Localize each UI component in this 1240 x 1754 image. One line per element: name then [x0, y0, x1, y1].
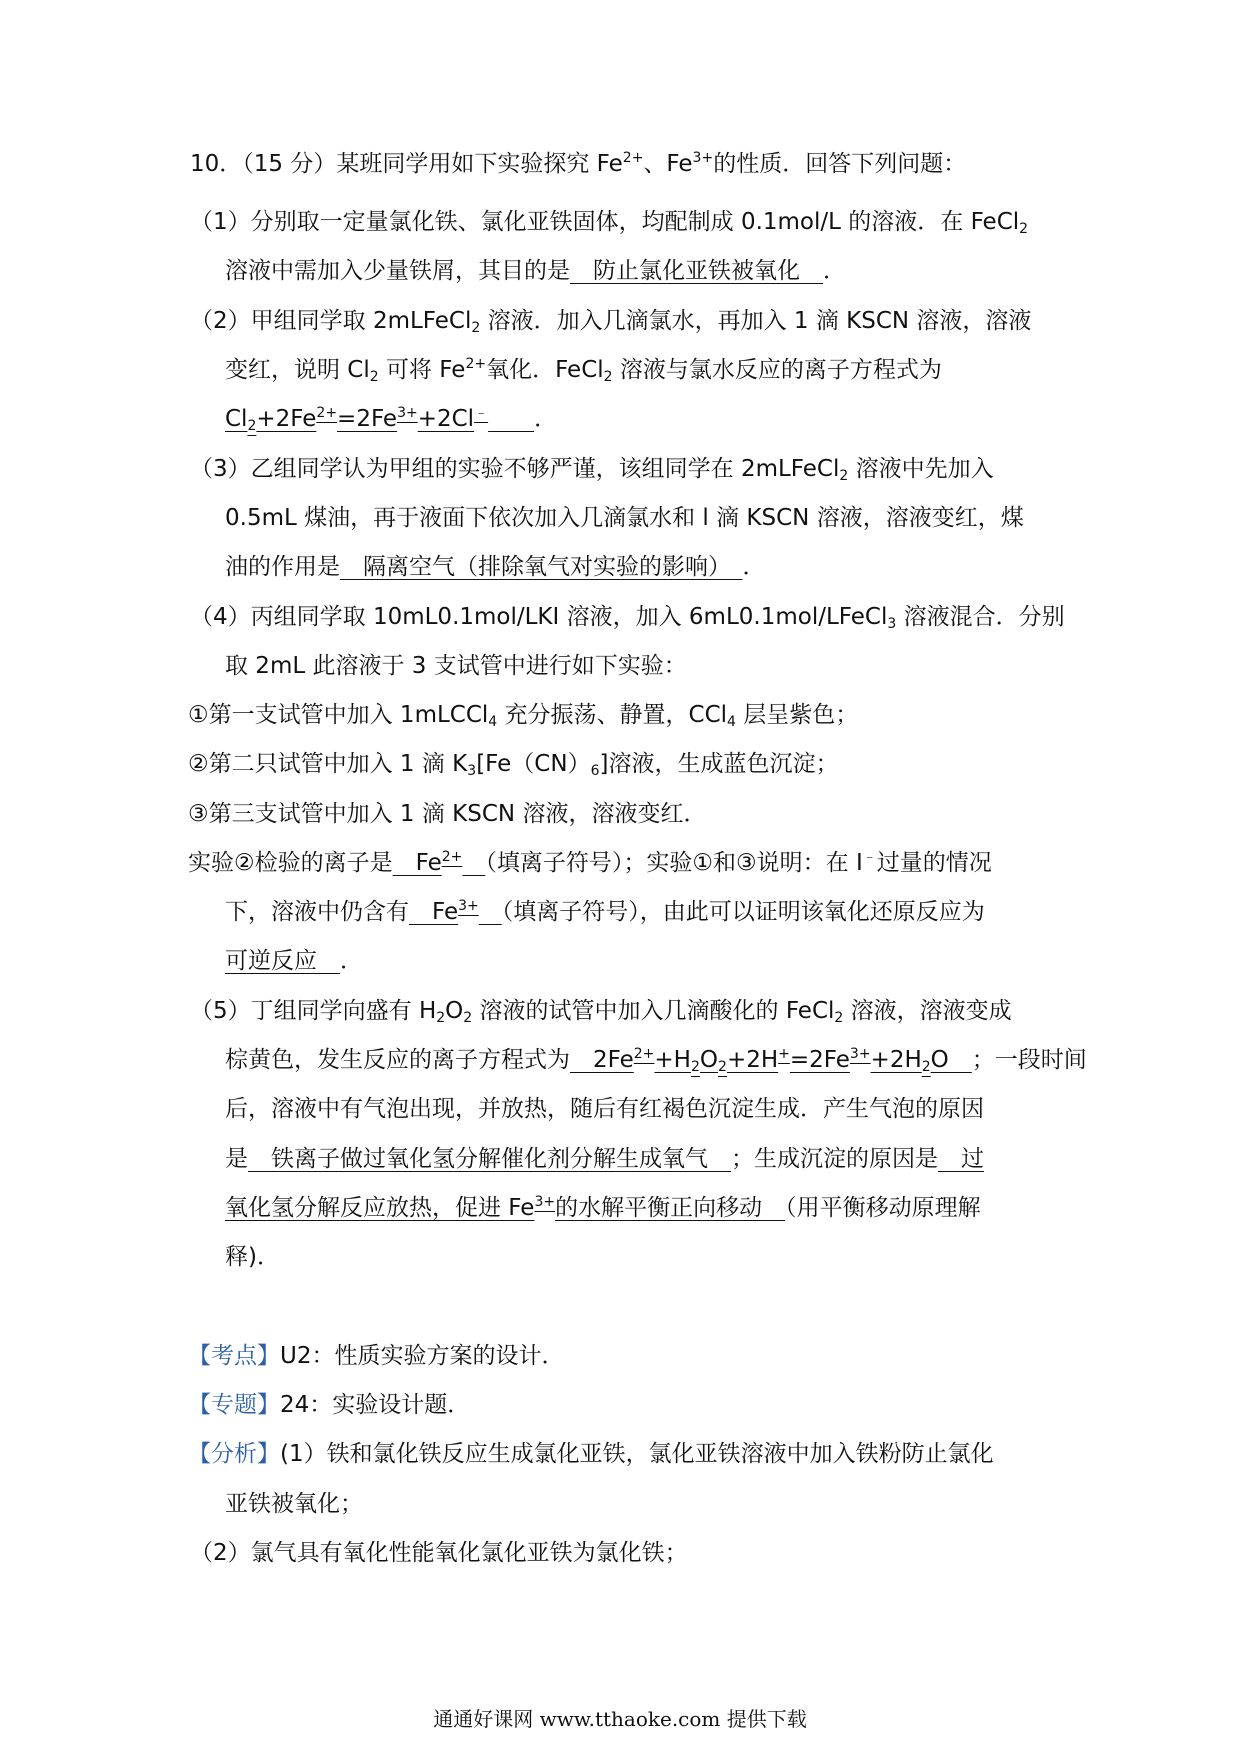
- text: 溶液中先加入: [848, 456, 994, 482]
- text: 10．（15 分）某班同学用如下实验探究 Fe: [190, 151, 623, 177]
- text: 棕黄色，发生反应的离子方程式为: [225, 1047, 570, 1073]
- superscript: 2+: [633, 1046, 655, 1062]
- text: （3）乙组同学认为甲组的实验不够严谨，该组同学在 2mLFeCl: [190, 456, 840, 482]
- text: （填离子符号），由此可以证明该氧化还原反应为: [501, 899, 985, 925]
- answer-blank: [317, 948, 340, 974]
- subscript: 2: [436, 1010, 446, 1026]
- fenxi-tag: 【分析】: [188, 1441, 280, 1467]
- answer-blank: 铁离子做过氧化氢分解催化剂分解生成氧气: [248, 1146, 731, 1172]
- fenxi-line-2: [225, 1487, 363, 1521]
- text: 溶液．加入几滴氯水，再加入 1 滴 KSCN 溶液，溶液: [480, 308, 1032, 334]
- answer-blank: O: [930, 1047, 972, 1073]
- text: [Fe（CN）: [476, 751, 591, 777]
- superscript: 3+: [534, 1194, 556, 1210]
- answer-blank: Cl: [225, 406, 248, 432]
- part-5-line-1: [190, 994, 1012, 1028]
- answer-blank: 氧化氢分解反应放热，促进 Fe: [225, 1195, 535, 1221]
- answer-blank: 2Fe: [570, 1047, 634, 1073]
- question-header: [190, 147, 966, 181]
- subscript: 2: [718, 1059, 727, 1075]
- superscript: ﹣: [862, 849, 877, 865]
- zhuanti-text: 24：实验设计题．: [280, 1392, 471, 1418]
- subscript: 2: [1019, 221, 1029, 237]
- subscript: 4: [727, 714, 736, 730]
- superscript: 2+: [465, 356, 487, 372]
- answer-blank: 防止氯化亚铁被氧化: [570, 258, 823, 284]
- part-5-line-2: [225, 1043, 1087, 1077]
- answer-blank: =2Fe: [337, 406, 398, 432]
- subscript: 4: [488, 714, 498, 730]
- text: ；一段时间: [971, 1047, 1087, 1073]
- superscript: 2+: [622, 150, 644, 166]
- fenxi-text: （2）氯气具有氧化性能氧化氯化亚铁为氯化铁；: [190, 1540, 688, 1566]
- text: 溶液与氯水反应的离子方程式为: [612, 357, 942, 383]
- text: ①第一支试管中加入 1mLCCl: [188, 702, 489, 728]
- zhuanti-tag: 【专题】: [188, 1392, 280, 1418]
- text: 、Fe: [643, 151, 693, 177]
- text: 是: [225, 1146, 248, 1172]
- text: 实验②检验的离子是: [188, 850, 393, 876]
- superscript: 3+: [397, 405, 418, 421]
- text: 层呈紫色；: [735, 702, 859, 728]
- subscript: 2: [603, 369, 613, 385]
- fenxi-text: (1）铁和氯化铁反应生成氯化亚铁，氯化亚铁溶液中加入铁粉防止氯化: [280, 1441, 994, 1467]
- text: ．: [823, 258, 846, 284]
- text: ③第三支试管中加入 1 滴 KSCN 溶液，溶液变红．: [188, 801, 707, 827]
- text: 释)．: [225, 1244, 280, 1270]
- answer-blank: +2Cl: [417, 406, 475, 432]
- answer-blank: 过: [938, 1146, 984, 1172]
- answer-blank: =2Fe: [789, 1047, 850, 1073]
- superscript: 2+: [441, 849, 463, 865]
- answer-blank: O: [699, 1047, 719, 1073]
- part-5-line-3: [225, 1092, 984, 1126]
- subscript: 3: [467, 763, 477, 779]
- text: ；生成沉淀的原因是: [731, 1146, 938, 1172]
- text: 过量的情况: [876, 850, 992, 876]
- answer-blank: [479, 899, 502, 925]
- text: 0.5mL 煤油，再于液面下依次加入几滴氯水和 l 滴 KSCN 溶液，溶液变红，煤: [225, 505, 1024, 531]
- part-2-line-1: [190, 304, 1031, 338]
- part-5-line-6: [225, 1240, 280, 1274]
- fenxi-text: 亚铁被氧化；: [225, 1491, 363, 1517]
- text: 油的作用是: [225, 554, 340, 580]
- part-1-line-1: [190, 205, 1028, 239]
- experiment-3: [188, 797, 706, 831]
- text: 下，溶液中仍含有: [225, 899, 409, 925]
- experiment-2: [188, 747, 838, 781]
- answer-blank: [488, 406, 534, 432]
- superscript: 2+: [316, 405, 338, 421]
- text: 充分振荡、静置，CCl: [497, 702, 728, 728]
- part-5-line-4: [225, 1142, 984, 1176]
- text: ．: [742, 554, 766, 580]
- answer-blank: 的水解平衡正向移动: [555, 1195, 786, 1221]
- superscript: 3+: [692, 150, 714, 166]
- kaodian-line: [188, 1339, 564, 1373]
- part-2-line-3: [225, 402, 557, 436]
- subscript: 2: [834, 1010, 844, 1026]
- text: 溶液，溶液变成: [843, 998, 1012, 1024]
- answer-blank: 可逆反应: [225, 948, 317, 974]
- subscript: 6: [590, 763, 600, 779]
- subscript: 2: [463, 1010, 473, 1026]
- text: （用平衡移动原理解: [785, 1195, 981, 1221]
- subscript: 2: [839, 468, 849, 484]
- superscript: 3+: [458, 898, 479, 914]
- answer-blank: [462, 850, 485, 876]
- text: 取 2mL 此溶液于 3 支试管中进行如下实验：: [225, 653, 687, 679]
- part-3-line-2: [225, 501, 1024, 535]
- subscript: 2: [471, 320, 481, 336]
- text: O: [445, 998, 464, 1024]
- answer-blank: +2H: [870, 1047, 922, 1073]
- text: （填离子符号）；实验①和③说明：在 I: [485, 850, 863, 876]
- part-4-answer-line-3: [225, 944, 363, 978]
- subscript: 3: [887, 616, 897, 632]
- part-4-line-1: [190, 600, 1065, 634]
- answer-blank: +2Fe: [256, 406, 317, 432]
- text: （1）分别取一定量氯化铁、氯化亚铁固体，均配制成 0.1mol/L 的溶液．在 FeCl: [190, 209, 1020, 235]
- text: 后，溶液中有气泡出现，并放热，随后有红褐色沉淀生成．产生气泡的原因: [225, 1096, 984, 1122]
- fenxi-line-1: [188, 1437, 994, 1471]
- answer-blank: +H: [654, 1047, 691, 1073]
- text: （5）丁组同学向盛有 H: [190, 998, 437, 1024]
- answer-blank: Fe: [392, 850, 442, 876]
- kaodian-text: U2：性质实验方案的设计．: [280, 1343, 565, 1369]
- text: 溶液混合．分别: [896, 604, 1065, 630]
- subscript: 2: [247, 418, 257, 434]
- part-1-line-2: [225, 254, 846, 288]
- part-4-answer-line-2: [225, 895, 985, 929]
- part-5-line-5: [225, 1191, 981, 1225]
- text: 溶液的试管中加入几滴酸化的 FeCl: [472, 998, 835, 1024]
- part-4-line-2: [225, 649, 687, 683]
- fenxi-line-3: [190, 1536, 688, 1570]
- text: （4）丙组同学取 10mL0.1mol/LKI 溶液，加入 6mL0.1mol/LFeCl: [190, 604, 888, 630]
- subscript: 2: [921, 1059, 931, 1075]
- text: ]溶液，生成蓝色沉淀；: [599, 751, 839, 777]
- text: 的性质．回答下列问题：: [713, 151, 967, 177]
- kaodian-tag: 【考点】: [188, 1343, 280, 1369]
- part-3-line-3: [225, 550, 766, 584]
- text: （2）甲组同学取 2mLFeCl: [190, 308, 472, 334]
- subscript: 2: [690, 1059, 700, 1075]
- part-4-answer-line-1: [188, 846, 992, 880]
- zhuanti-line: [188, 1388, 470, 1422]
- superscript: 3+: [849, 1046, 871, 1062]
- answer-blank: Fe: [409, 899, 459, 925]
- answer-blank: 隔离空气（排除氧气对实验的影响）: [340, 554, 743, 580]
- text: ②第二只试管中加入 1 滴 K: [188, 751, 468, 777]
- superscript: ﹣: [474, 405, 489, 421]
- part-3-line-1: [190, 452, 994, 486]
- answer-blank: +2H: [726, 1047, 779, 1073]
- subscript: 2: [369, 369, 379, 385]
- superscript: +: [778, 1046, 790, 1062]
- experiment-1: [188, 698, 858, 732]
- page-footer: 通通好课网 www.tthaoke.com 提供下载: [433, 1707, 807, 1731]
- text: ．: [534, 406, 558, 432]
- part-2-line-2: [225, 353, 942, 387]
- text: 氧化．FeCl: [486, 357, 604, 383]
- text: ．: [340, 948, 363, 974]
- text: 变红，说明 Cl: [225, 357, 370, 383]
- text: 可将 Fe: [378, 357, 466, 383]
- text: 溶液中需加入少量铁屑，其目的是: [225, 258, 570, 284]
